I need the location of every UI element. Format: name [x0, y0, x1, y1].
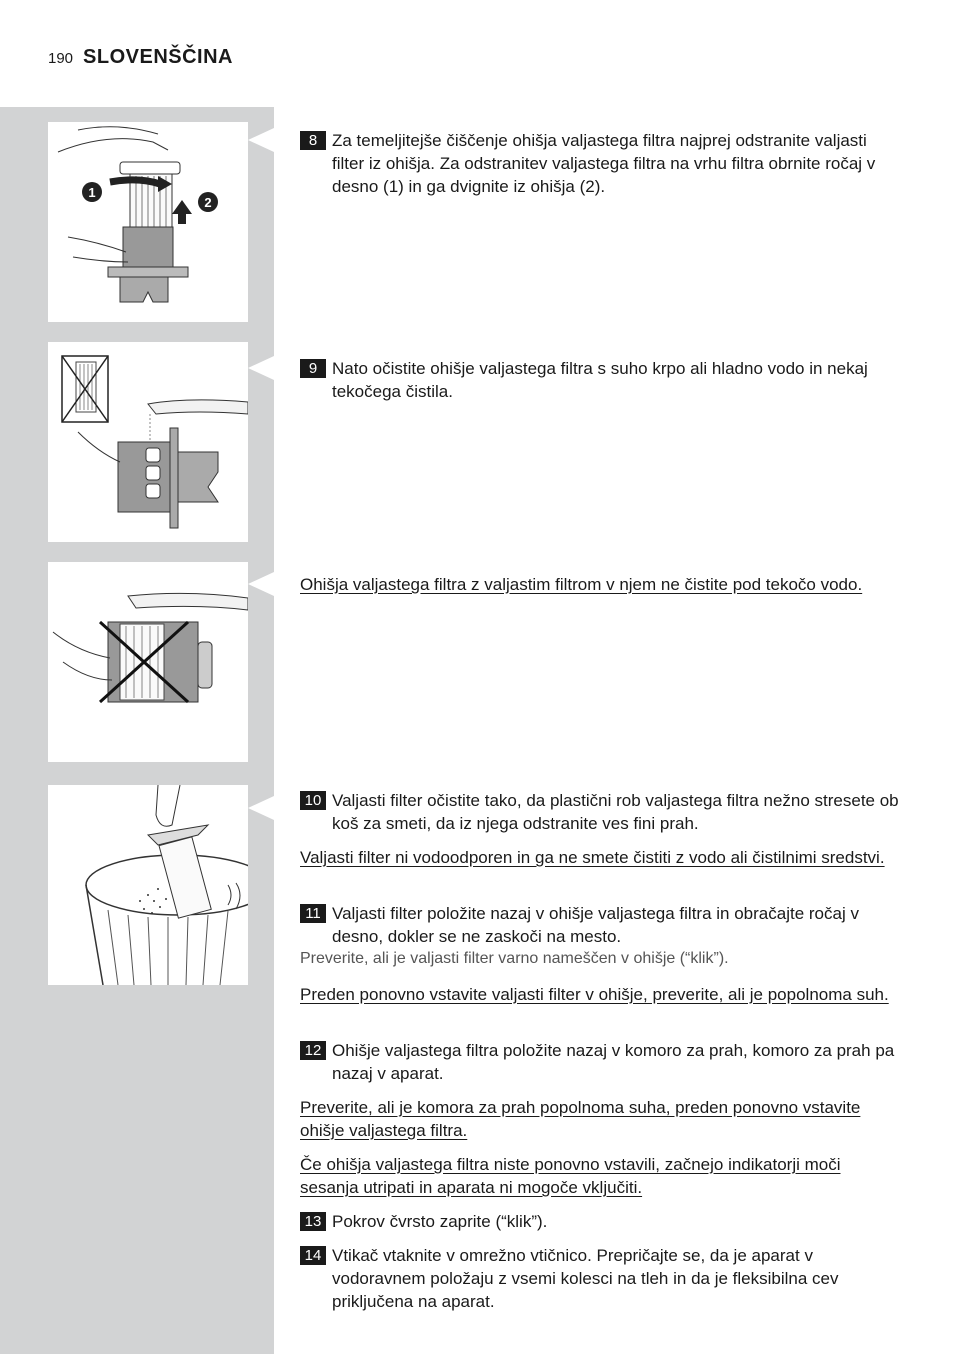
- step-number: 11: [300, 904, 326, 923]
- step-text: Vtikač vtaknite v omrežno vtičnico. Prepričajte se, da je aparat v vodoravnem položaju z vsemi kolesci na tleh in da je fleksibilna cev priključena na aparat.: [332, 1246, 839, 1311]
- illustration-tap-filter: [48, 785, 248, 985]
- illustration-remove-filter: [48, 122, 248, 322]
- step-13: [300, 1210, 900, 1233]
- step-9: [300, 357, 900, 403]
- remove-filter-drawing: [48, 122, 248, 322]
- note-text: Valjasti filter ni vodoodporen in ga ne smete čistiti z vodo ali čistilnimi sredstvi.: [300, 848, 885, 867]
- step-number: 10: [300, 791, 326, 810]
- illustration-pointer: [248, 356, 274, 380]
- note-text: Preverite, ali je komora za prah popolnoma suha, preden ponovno vstavite ohišje valjastega filtra.: [300, 1098, 861, 1140]
- step-number: 14: [300, 1246, 326, 1265]
- note-text: Če ohišja valjastega filtra niste ponovno vstavili, začnejo indikatorji moči sesanja utripati in aparata ni mogoče vključiti.: [300, 1155, 841, 1197]
- step-text: Pokrov čvrsto zaprite (“klik”).: [332, 1212, 548, 1231]
- tip-text: Preverite, ali je valjasti filter varno nameščen v ohišje (“klik”).: [300, 950, 729, 967]
- note-not-waterproof: [300, 846, 900, 869]
- note-text: Preden ponovno vstavite valjasti filter v ohišje, preverite, ali je popolnoma suh.: [300, 985, 889, 1004]
- step-text: Nato očistite ohišje valjastega filtra s suho krpo ali hladno vodo in nekaj tekočega čistila.: [332, 359, 868, 401]
- step-8: [300, 129, 900, 198]
- illustration-no-rinse: [48, 562, 248, 762]
- language-title: SLOVENŠČINA: [83, 46, 233, 68]
- illustration-pointer: [248, 796, 274, 820]
- step-text: Ohišje valjastega filtra položite nazaj v komoro za prah, komoro za prah pa nazaj v aparat.: [332, 1041, 895, 1083]
- step-11-tip: [300, 948, 900, 970]
- step-text: Za temeljitejše čiščenje ohišja valjastega filtra najprej odstranite valjasti filter iz ohišja. Za odstranitev valjastega filtra na vrhu filtra obrnite ročaj v desno (1) in ga dvignite iz ohišja (2).: [332, 131, 876, 196]
- step-number: 9: [300, 359, 326, 378]
- no-rinse-drawing: [48, 562, 248, 762]
- page-number: 190: [48, 50, 74, 67]
- note-indicators: [300, 1153, 900, 1199]
- tap-filter-drawing: [48, 785, 248, 985]
- step-14: [300, 1244, 900, 1313]
- svg-text:1: 1: [88, 185, 96, 200]
- step-text: Valjasti filter očistite tako, da plastični rob valjastega filtra nežno stresete ob koš za smeti, da iz njega odstranite ves fini prah.: [332, 791, 899, 833]
- illustration-pointer: [248, 572, 274, 596]
- page-header: [48, 46, 233, 69]
- step-number: 8: [300, 131, 326, 150]
- step-12: [300, 1039, 900, 1085]
- note-dry-filter: [300, 983, 900, 1006]
- note-no-tap-water: [300, 573, 900, 596]
- svg-text:2: 2: [204, 195, 212, 210]
- step-number: 13: [300, 1212, 326, 1231]
- illustration-pointer: [248, 128, 274, 152]
- step-11: [300, 902, 900, 948]
- step-number: 12: [300, 1041, 326, 1060]
- step-10: [300, 789, 900, 835]
- step-text: Valjasti filter položite nazaj v ohišje valjastega filtra in obračajte ročaj v desno, dokler se ne zaskoči na mesto.: [332, 904, 859, 946]
- note-text: Ohišja valjastega filtra z valjastim filtrom v njem ne čistite pod tekočo vodo.: [300, 575, 863, 594]
- note-dry-chamber: [300, 1096, 900, 1142]
- clean-housing-drawing: [48, 342, 248, 542]
- illustration-clean-housing: [48, 342, 248, 542]
